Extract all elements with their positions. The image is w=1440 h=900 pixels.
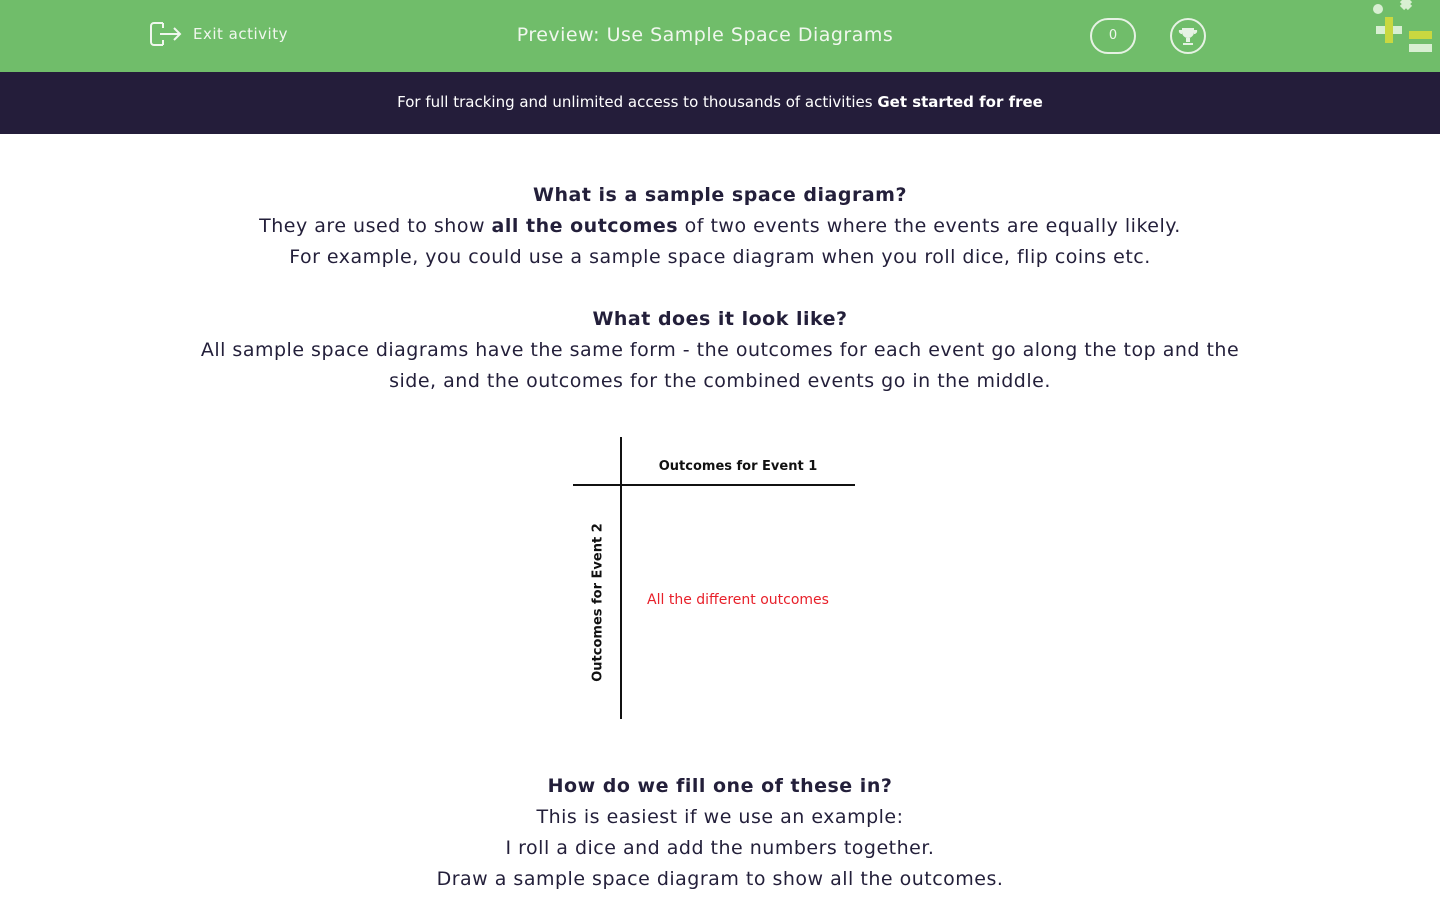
exit-icon bbox=[149, 20, 183, 48]
outro-line-6: I roll a dice and add the numbers together. bbox=[505, 837, 935, 859]
intro-line-1: They are used to show all the outcomes of two events where the events are equally likely. bbox=[259, 215, 1181, 237]
intro-line-2: For example, you could use a sample space diagram when you roll dice, flip coins etc. bbox=[289, 246, 1151, 268]
outro-line-5: This is easiest if we use an example: bbox=[536, 806, 904, 828]
vertical-line bbox=[620, 437, 622, 719]
page-title: Preview: Use Sample Space Diagrams bbox=[516, 24, 894, 46]
score-badge: 0 bbox=[1090, 18, 1136, 54]
side-label: Outcomes for Event 2 bbox=[590, 523, 606, 682]
exit-label: Exit activity bbox=[193, 25, 288, 43]
top-label: Outcomes for Event 1 bbox=[658, 459, 818, 474]
intro-line-4: side, and the outcomes for the combined events go in the middle. bbox=[389, 370, 1051, 392]
trophy-button[interactable] bbox=[1170, 18, 1206, 54]
heading-look-like: What does it look like? bbox=[592, 308, 848, 330]
banner-text: For full tracking and unlimited access to thousands of activities bbox=[397, 93, 878, 111]
lesson-content bbox=[0, 134, 1440, 895]
promo-banner bbox=[0, 72, 1440, 134]
heading-what-is: What is a sample space diagram? bbox=[533, 184, 907, 206]
middle-label: All the different outcomes bbox=[647, 592, 829, 608]
intro-line-3: All sample space diagrams have the same form - the outcomes for each event go along the top and the bbox=[200, 339, 1240, 361]
sample-space-diagram bbox=[573, 437, 863, 727]
exit-activity-button[interactable] bbox=[149, 20, 288, 48]
horizontal-line bbox=[573, 484, 855, 486]
outro-line-7: Draw a sample space diagram to show all the outcomes. bbox=[436, 868, 1004, 890]
get-started-link[interactable]: Get started for free bbox=[877, 93, 1043, 111]
logo-icon bbox=[1368, 0, 1440, 56]
top-bar bbox=[0, 0, 1440, 72]
heading-fill-in: How do we fill one of these in? bbox=[547, 775, 893, 797]
trophy-icon bbox=[1177, 25, 1199, 47]
